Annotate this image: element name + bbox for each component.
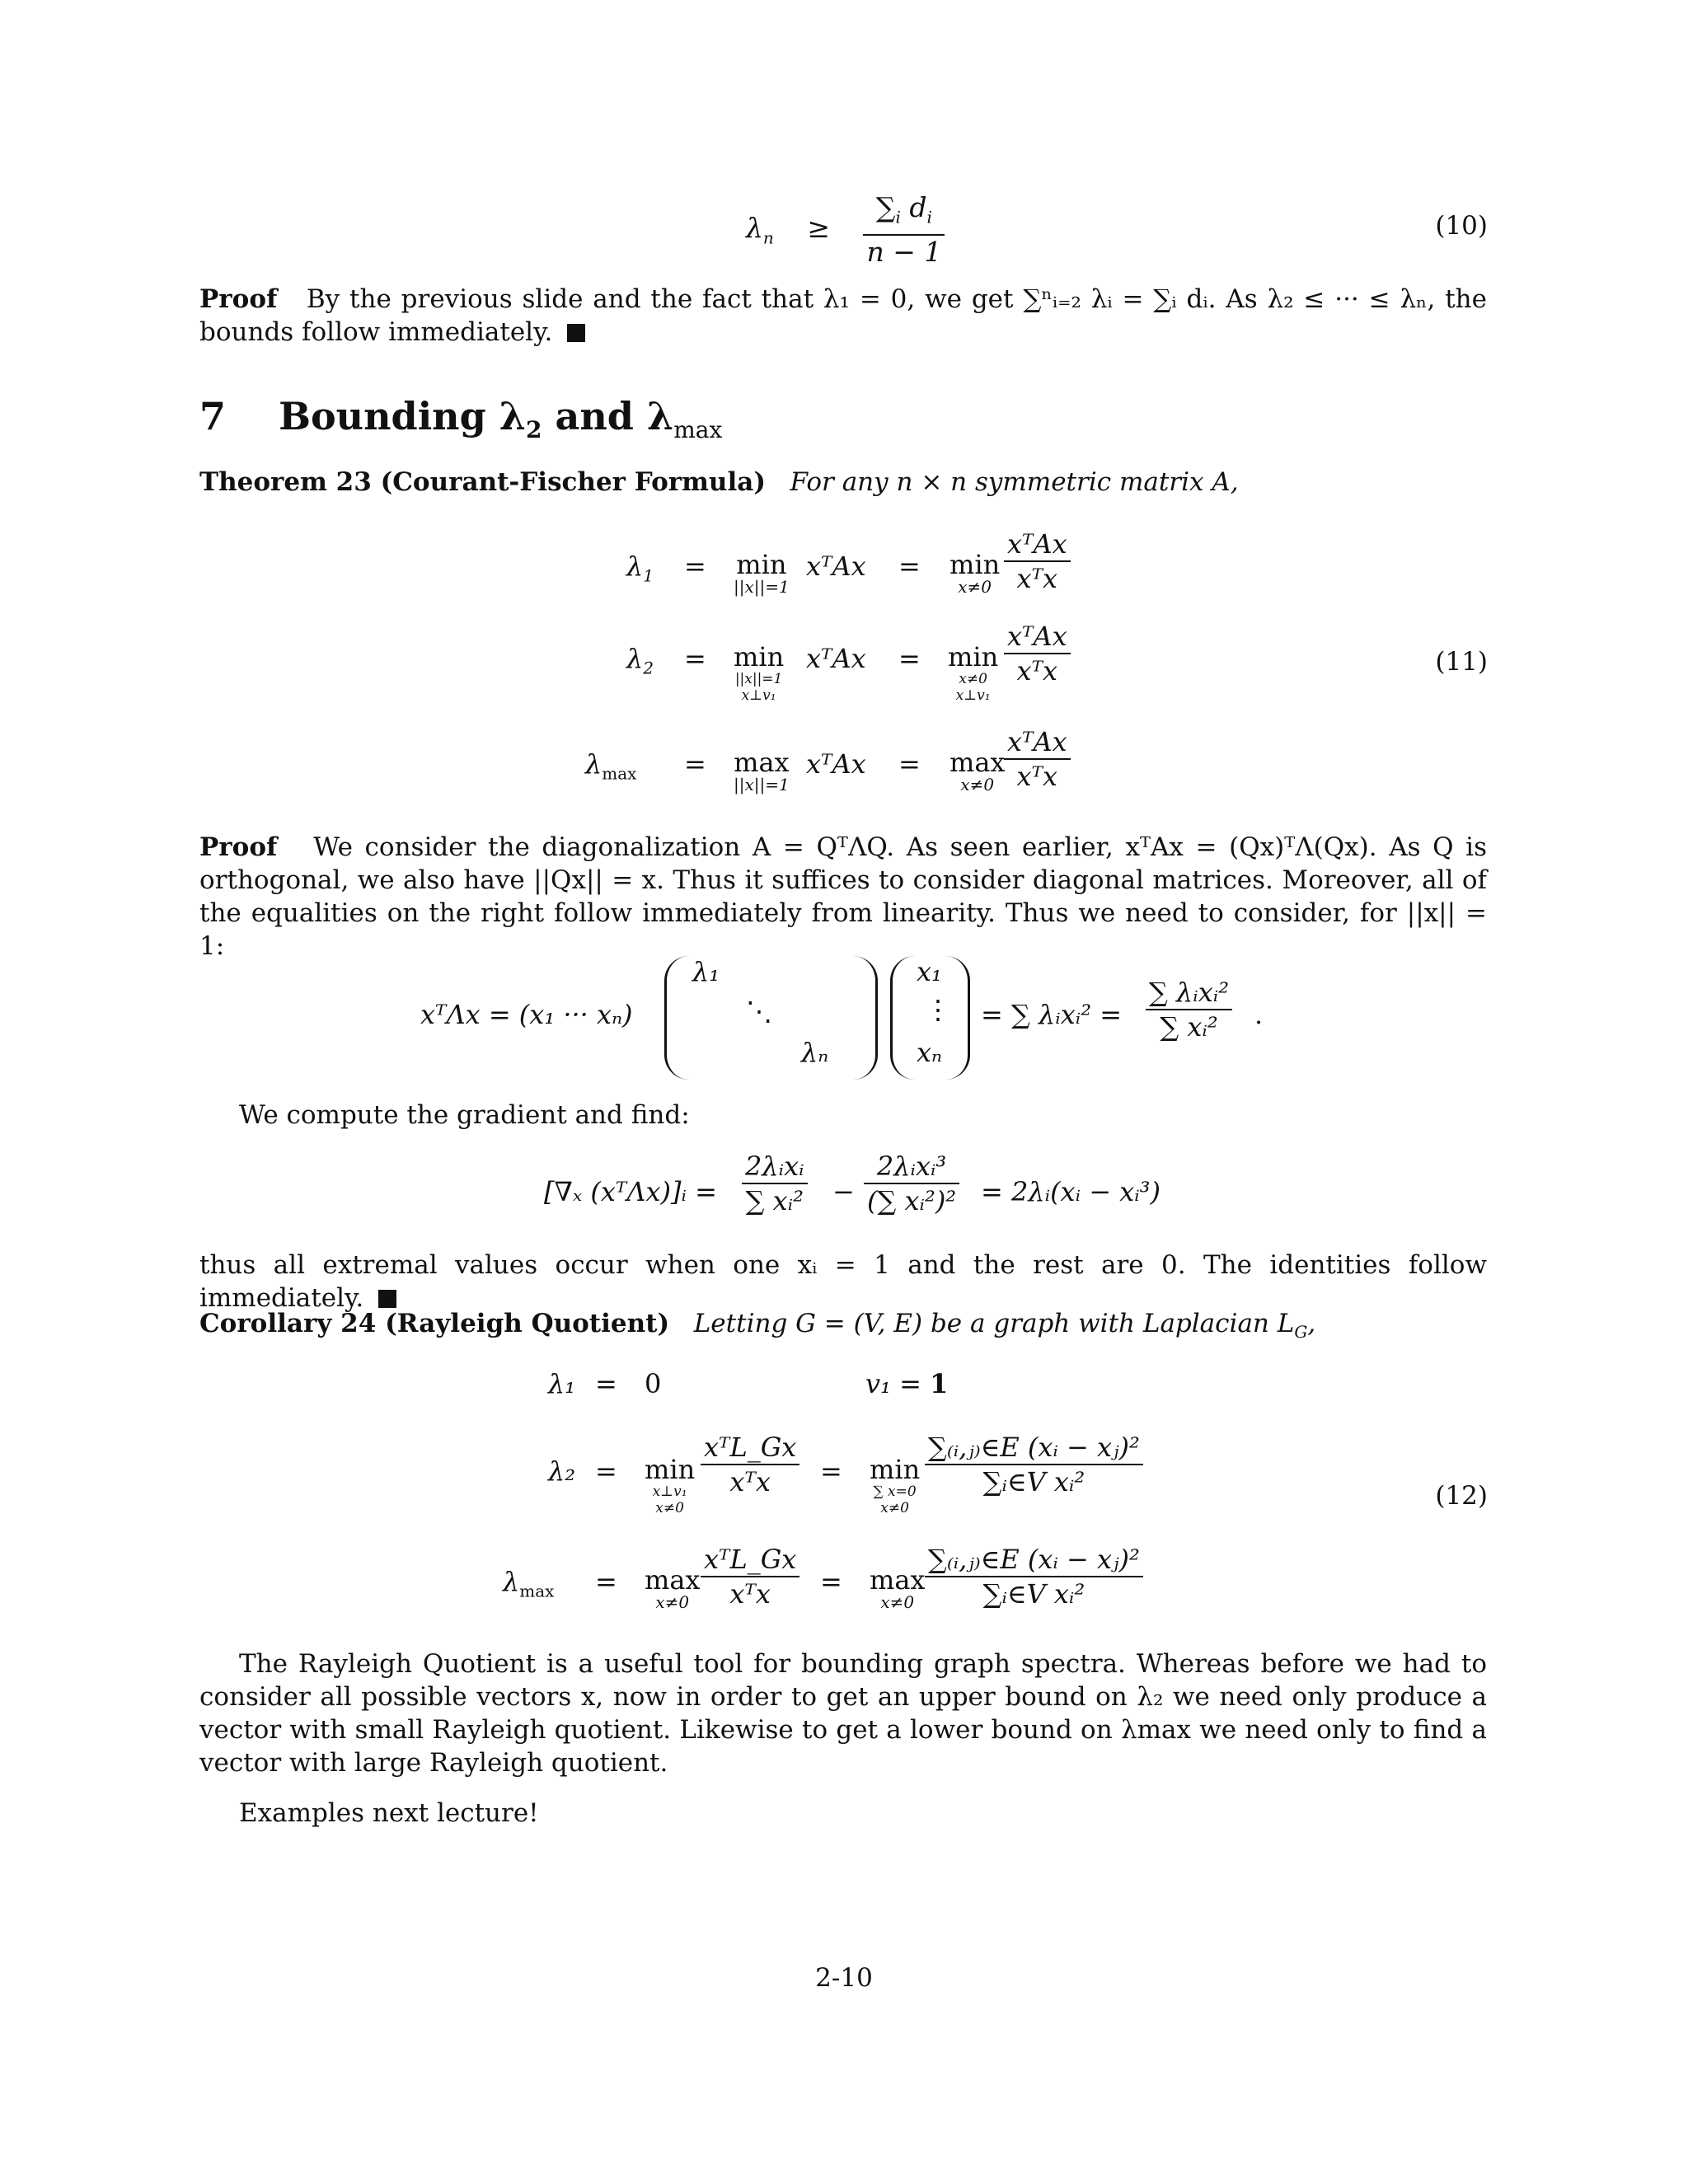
eq11-r3-op1: max <box>734 747 790 778</box>
eq11-r2-den: xᵀx <box>1016 655 1058 687</box>
vector-right-paren <box>943 956 970 1080</box>
eq10-fraction <box>863 191 945 269</box>
eq12-r3-op1-sub: x≠0 <box>655 1592 690 1612</box>
eq11-r2-op2-sub: x≠0 <box>959 671 987 687</box>
eq11-r1-op2: min <box>950 549 1001 580</box>
proof-2-label: Proof <box>199 832 278 862</box>
eq12-r1-val: 0 <box>645 1368 662 1399</box>
proof-1 <box>199 283 1487 349</box>
eq12-r2-op1-sub: x⊥v₁ <box>652 1483 687 1500</box>
eq12-number: (12) <box>1435 1481 1488 1511</box>
eq11-row-2: $\lambda_2$ = min ||x||=1 x⊥v₁ xᵀAx = min x≠0 x⊥v₁ xᵀAx xᵀx <box>569 620 1146 710</box>
proof-1-text: By the previous slide and the fact that λ₁ = 0, we get ∑ⁿᵢ₌₂ λᵢ = ∑ᵢ dᵢ. As λ₂ ≤ ··· ≤ λₙ, the bounds follow immediately. <box>199 284 1487 347</box>
eq12-r2-f1-num: xᵀL_Gx <box>701 1431 799 1465</box>
eq11-r1-op1: min <box>736 549 787 580</box>
eq12-r2-op2-sub: ∑ x=0 <box>873 1483 917 1500</box>
eq11-row-1: $\lambda_1$ = min ||x||=1 xᵀAx = min x≠0 xᵀAx xᵀx <box>569 527 1146 610</box>
eq12-r2-op1: min <box>645 1454 696 1485</box>
vector-x1: x₁ <box>917 956 942 987</box>
section-title: Bounding λ <box>279 394 527 438</box>
matrix-left-paren <box>664 956 692 1080</box>
eq11-number: (11) <box>1435 647 1488 677</box>
eq11-r1-num: xᵀAx <box>1004 527 1071 562</box>
eq11-r2-op2: min <box>948 641 999 673</box>
eq11-r2-lhs: λ <box>626 643 644 674</box>
eq11-r3-lhs-sub: max <box>602 763 637 784</box>
equation-12: λ₁ = 0 v₁ = 1 λ₂ = min x⊥v₁ x≠0 xᵀL_Gx xᵀx = min ∑ x=0 x≠0 $\frac{\text{∑₍ᵢ,ⱼ₎∈E (xᵢ − xⱼ)²}}{\text{∑ᵢ∈V xᵢ²}}$ $\lambda_{max}$ = max x≠0 xᵀL_Gx xᵀx = max x≠0 $\frac{\text{∑₍ᵢ,ⱼ₎∈E (xᵢ − xⱼ)²}}{\text{∑ᵢ∈V xᵢ²}}$ <box>503 1360 1203 1632</box>
eq11-r1-den: xᵀx <box>1016 563 1058 594</box>
eq10-sum-sub: i <box>895 207 901 227</box>
eq10-rel: ≥ <box>807 211 830 244</box>
eq11-r2-op1-sub2: x⊥v₁ <box>741 687 776 704</box>
eq11-r3-op2-sub: x≠0 <box>960 775 995 794</box>
eq10-number: (10) <box>1435 211 1488 241</box>
eq12-r2-op2-sub2: x≠0 <box>880 1500 909 1516</box>
gradient-equation <box>544 1150 1170 1240</box>
eq12-r3-op2: max <box>870 1564 926 1596</box>
vector-xn: xₙ <box>917 1037 943 1068</box>
closing-text: The Rayleigh Quotient is a useful tool for bounding graph spectra. Whereas before we had to consider all possible vectors x, now in order to get an upper bound on λ₂ we need only produce a vector with small Rayleigh quotient. Likewise to get a lower bound on λmax we need only to find a vector with large Rayleigh quotient. <box>199 1649 1487 1778</box>
corollary-24-label: Corollary 24 (Rayleigh Quotient) <box>199 1309 670 1338</box>
qed-square-icon <box>378 1290 396 1308</box>
eq10-lhs-sub: n <box>762 227 774 248</box>
matrix-diag-dots: ⋱ <box>746 996 772 1027</box>
vector-dots: ⋮ <box>925 994 951 1025</box>
gradient-intro: We compute the gradient and find: <box>239 1100 690 1130</box>
gradient-rhs: = 2λᵢ(xᵢ − xᵢ³) <box>981 1176 1160 1207</box>
eq11-r3-mid: xᵀAx <box>806 748 866 780</box>
gradient-f2-den: (∑ xᵢ²)² <box>867 1185 957 1216</box>
proof-2-end <box>199 1249 1487 1315</box>
qed-square-icon <box>567 324 585 342</box>
eq11-r2-lhs-sub: 2 <box>643 658 654 678</box>
eq11-r2-op2-sub2: x⊥v₁ <box>955 687 991 704</box>
equation-11 <box>569 527 1146 808</box>
theorem-23-text: For any n × n symmetric matrix A, <box>790 467 1239 497</box>
vector-left-paren <box>890 956 917 1080</box>
gradient-lhs: [∇ₓ (xᵀΛx)]ᵢ = <box>544 1176 717 1207</box>
proof-2-text: We consider the diagonalization A = QᵀΛQ. As seen earlier, xᵀAx = (Qx)ᵀΛ(Qx). As Q is orthogonal, we also have ||Qx|| = x. Thus it suffices to consider diagonal matrices. Moreover, all of the equalities on the right follow immediately from linearity. Thus we need to consider, for ||x|| = 1: <box>199 832 1488 961</box>
proof-2 <box>199 831 1487 963</box>
eq11-r1-op2-sub: x≠0 <box>958 577 992 597</box>
eq12-r3-f1-num: xᵀL_Gx <box>701 1543 799 1577</box>
matrix-eq-lhs: xᵀΛx = (x₁ ··· xₙ) <box>420 999 633 1030</box>
eq10-lhs: λ <box>746 211 763 244</box>
equation-10 <box>746 191 945 269</box>
theorem-23 <box>199 466 1487 499</box>
eq12-r1-lhs: λ₁ <box>548 1368 576 1399</box>
section-heading <box>199 394 722 443</box>
eq11-r2-mid: xᵀAx <box>806 643 866 674</box>
matrix-eq-end: . <box>1254 999 1264 1030</box>
eq11-r3-lhs: λ <box>585 748 603 780</box>
eq12-r3-f2-num: ∑₍ᵢ,ⱼ₎∈E (xᵢ − xⱼ)² <box>925 1543 1143 1577</box>
eq12-r2-op1-sub2: x≠0 <box>655 1500 684 1516</box>
eq11-r3-den: xᵀx <box>1016 761 1058 792</box>
matrix-eq-frac-den: ∑ xᵢ² <box>1160 1011 1218 1043</box>
eq10-den: n − 1 <box>866 235 942 268</box>
proof-2-end-text: thus all extremal values occur when one xᵢ = 1 and the rest are 0. The identities follow immediately. <box>199 1250 1487 1313</box>
eq11-r3-op1-sub: ||x||=1 <box>734 775 790 794</box>
eq11-r1-mid: xᵀAx <box>806 551 866 582</box>
eq12-r3-f2-den: ∑ᵢ∈V xᵢ² <box>982 1578 1085 1610</box>
proof-1-label: Proof <box>199 284 278 314</box>
section-title-sub2: max <box>673 416 723 444</box>
matrix-right-paren <box>851 956 878 1080</box>
eq12-r2-f2-den: ∑ᵢ∈V xᵢ² <box>982 1466 1085 1497</box>
eq12-r3-lhs: λ <box>503 1566 520 1597</box>
page-number: 2-10 <box>815 1963 873 1993</box>
gradient-minus: − <box>832 1176 855 1207</box>
corollary-24 <box>199 1307 1487 1348</box>
eq12-r1-eq: = <box>595 1368 617 1399</box>
matrix-diag-1: λ₁ <box>692 956 720 987</box>
eq12-r3-f1-den: xᵀx <box>729 1578 771 1610</box>
eq12-r1-v: v₁ = <box>865 1368 921 1399</box>
eq11-r2-num: xᵀAx <box>1004 620 1071 654</box>
matrix-eq-rhs: = ∑ λᵢxᵢ² = <box>981 999 1123 1030</box>
section-number: 7 <box>199 394 227 438</box>
corollary-24-end: , <box>1307 1309 1316 1338</box>
eq11-r3-op2: max <box>950 747 1006 778</box>
examples-line: Examples next lecture! <box>239 1798 539 1828</box>
eq11-r1-lhs: λ <box>626 551 644 582</box>
eq12-r3-lhs-sub: max <box>519 1581 555 1601</box>
eq11-r3-num: xᵀAx <box>1004 725 1071 760</box>
matrix-eq-frac-num: ∑ λᵢxᵢ² <box>1146 976 1232 1010</box>
matrix-diag-n: λₙ <box>801 1037 829 1068</box>
eq10-d: d <box>900 191 927 223</box>
eq12-r1-v-bold: 1 <box>930 1368 949 1399</box>
eq10-sum: ∑ <box>875 191 896 223</box>
eq11-r2-op1: min <box>734 641 785 673</box>
corollary-24-text: Letting G = (V, E) be a graph with Laplacian L <box>693 1309 1295 1338</box>
matrix-equation <box>420 956 1327 1088</box>
section-title-mid: and λ <box>542 394 674 438</box>
eq12-r3-op2-sub: x≠0 <box>880 1592 915 1612</box>
section-title-sub: 2 <box>526 416 542 444</box>
eq12-r3-op1: max <box>645 1564 701 1596</box>
eq11-row-3: $\lambda_{max}$ = max ||x||=1 xᵀAx = max x≠0 xᵀAx xᵀx <box>569 725 1146 808</box>
eq12-r2-lhs: λ₂ <box>548 1455 576 1487</box>
eq11-r1-lhs-sub: 1 <box>643 565 654 586</box>
eq11-r2-op1-sub: ||x||=1 <box>734 671 783 687</box>
gradient-f1-num: 2λᵢxᵢ <box>742 1150 808 1184</box>
eq11-r1-op1-sub: ||x||=1 <box>734 577 790 597</box>
eq12-r2-f1-den: xᵀx <box>729 1466 771 1497</box>
theorem-23-label: Theorem 23 (Courant-Fischer Formula) <box>199 467 766 497</box>
corollary-24-sub: G <box>1294 1322 1308 1343</box>
gradient-f2-num: 2λᵢxᵢ³ <box>864 1150 959 1184</box>
eq10-d-sub: i <box>926 207 932 227</box>
eq12-r2-op2: min <box>870 1454 921 1485</box>
closing-paragraph <box>199 1647 1487 1779</box>
gradient-f1-den: ∑ xᵢ² <box>745 1185 804 1216</box>
eq12-r2-f2-num: ∑₍ᵢ,ⱼ₎∈E (xᵢ − xⱼ)² <box>925 1431 1143 1465</box>
